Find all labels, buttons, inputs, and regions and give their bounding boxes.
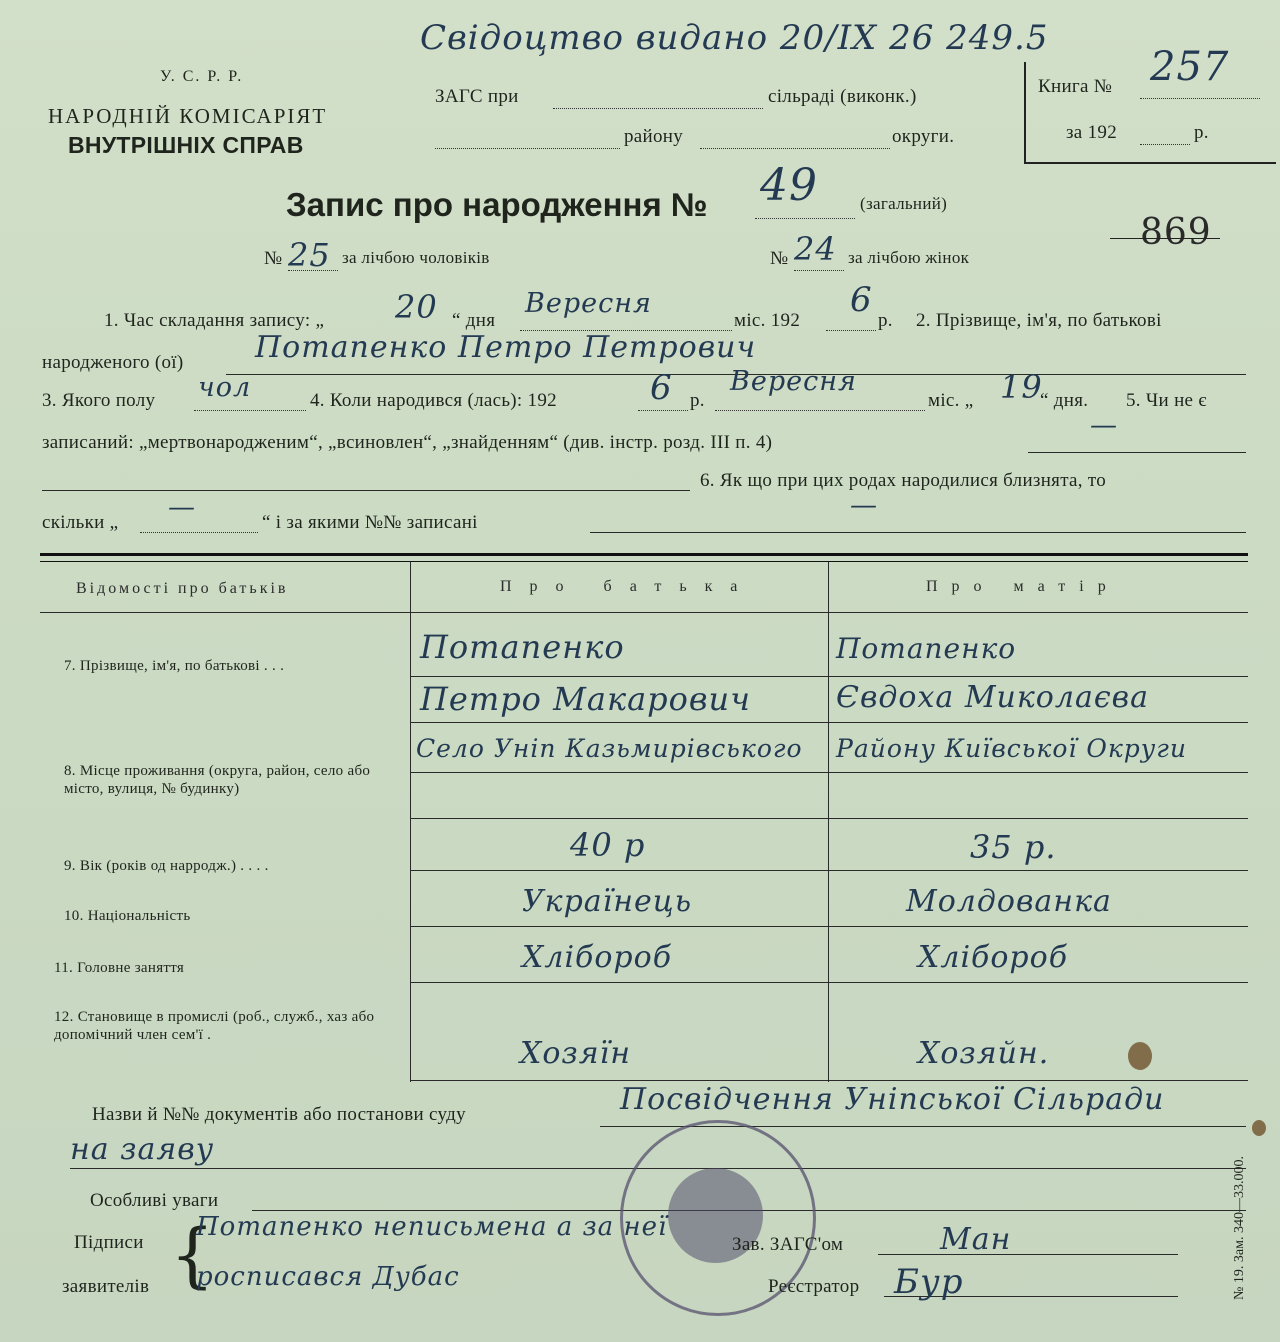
raion-label: району xyxy=(624,126,684,147)
mother-name: Євдоха Миколаєва xyxy=(836,680,1149,715)
department-label: ВНУТРІШНІХ СПРАВ xyxy=(68,132,304,158)
registrar-signature: Бур xyxy=(894,1262,964,1302)
f1-month-suffix: міс. 192 xyxy=(734,310,801,331)
father-residence: Село Уніп Казьмирівського xyxy=(416,734,803,763)
mother-residence: Району Київської Округи xyxy=(836,734,1187,763)
f2-value: Потапенко Петро Петрович xyxy=(255,330,757,365)
mother-surname: Потапенко xyxy=(836,632,1017,665)
signatures-label1: Підписи xyxy=(74,1232,144,1253)
row8-label: 8. Місце проживання (округа, район, село або місто, вулиця, № будинку) xyxy=(64,763,371,797)
f6-value2: — xyxy=(850,490,878,521)
f4-label: 4. Коли народився (лась): 192 xyxy=(310,390,557,411)
f3-value: чол xyxy=(198,372,252,403)
father-nationality: Українець xyxy=(522,884,693,919)
f6-label: 6. Як що при цих родах народилися близнята, то xyxy=(700,470,1107,491)
f1-month: Вересня xyxy=(525,288,652,319)
f5-label2: записаний: „мертвонародженим“, „всиновлен“, „знайденням“ (див. інстр. розд. III п. 4) xyxy=(42,432,773,453)
head-zags-label: Зав. ЗАГС'ом xyxy=(732,1234,844,1255)
f1-day-suffix: “ дня xyxy=(452,310,496,331)
applicant-signature-2: росписався Дубас xyxy=(196,1262,460,1292)
book-year-suffix: р. xyxy=(1194,122,1209,143)
f3-label: 3. Якого полу xyxy=(42,390,156,411)
okruga-label: округи. xyxy=(892,126,955,147)
row11-label: 11. Головне заняття xyxy=(54,960,185,976)
row12-label: 12. Становище в промислі (роб., служб., хаз або допомічний член сем'ї . xyxy=(54,1009,375,1043)
men-no-label: № xyxy=(264,248,283,269)
father-age: 40 р xyxy=(570,826,646,864)
men-count: 25 xyxy=(288,236,331,274)
father-occupation: Хлібороб xyxy=(522,940,673,975)
registrar-label: Реєстратор xyxy=(768,1276,860,1297)
head-zags-signature: Ман xyxy=(940,1222,1012,1257)
f4-day-suffix: “ дня. xyxy=(1040,390,1089,411)
f6-value: — xyxy=(168,492,196,523)
row9-label: 9. Вік (років од нарродж.) . . . . xyxy=(64,858,269,874)
f2-label: 2. Прізвище, ім'я, по батькові xyxy=(916,310,1162,331)
applicant-signature-1: Потапенко неписьмена а за неї xyxy=(196,1212,668,1242)
f4-year: 6 xyxy=(650,368,673,408)
f5-value: — xyxy=(1090,410,1118,441)
f6-label2a: скільки „ xyxy=(42,512,119,533)
book-label: Книга № xyxy=(1038,76,1113,97)
f1-label: 1. Час складання запису: „ xyxy=(104,310,325,331)
f1-year-suffix: р. xyxy=(878,310,893,331)
print-order-imprint: № 19. Зам. 340—33.000. xyxy=(1232,1156,1247,1300)
row7-label: 7. Прізвище, ім'я, по батькові . . . xyxy=(64,658,285,674)
brace-icon: { xyxy=(170,1214,215,1296)
top-handwritten-note: Свідоцтво видано 20/IX 26 249.5 xyxy=(420,18,1049,58)
f4-month: Вересня xyxy=(730,366,857,397)
f4-year-suffix: р. xyxy=(690,390,705,411)
table-header-mother: Про матір xyxy=(926,578,1120,595)
mother-age: 35 р. xyxy=(970,828,1057,866)
father-name: Петро Макарович xyxy=(420,680,752,718)
margin-number: 869 xyxy=(1140,212,1212,253)
zags-suffix: сільраді (виконк.) xyxy=(768,86,917,107)
f5-label: 5. Чи не є xyxy=(1126,390,1207,411)
f1-day: 20 xyxy=(395,288,438,326)
men-label: за лічбою чоловіків xyxy=(342,248,490,267)
row10-label: 10. Національність xyxy=(64,908,191,924)
women-no-label: № xyxy=(770,248,789,269)
record-title-suffix: (загальний) xyxy=(860,194,948,213)
mother-status: Хозяйн. xyxy=(918,1036,1050,1071)
mother-nationality: Молдованка xyxy=(906,884,1112,919)
f2-label2: народженого (ої) xyxy=(42,352,184,373)
father-status: Хозяїн xyxy=(520,1036,631,1071)
mother-occupation: Хлібороб xyxy=(918,940,1069,975)
documents-label: Назви й №№ документів або постанови суду xyxy=(92,1104,466,1125)
father-surname: Потапенко xyxy=(420,628,625,666)
documents-value2: на заяву xyxy=(70,1132,215,1167)
commissariat-label: НАРОДНІЙ КОМІСАРІЯТ xyxy=(48,104,328,128)
record-number: 49 xyxy=(760,160,818,211)
ink-stain xyxy=(1252,1120,1266,1136)
zags-prefix: ЗАГС при xyxy=(435,86,519,107)
f4-day: 19 xyxy=(1000,368,1043,406)
documents-value: Посвідчення Уніпської Сільради xyxy=(620,1082,1165,1117)
book-number: 257 xyxy=(1150,44,1230,90)
f4-month-suffix: міс. „ xyxy=(928,390,974,411)
remarks-label: Особливі уваги xyxy=(90,1190,219,1211)
ink-stain xyxy=(1128,1042,1152,1070)
women-label: за лічбою жінок xyxy=(848,248,970,267)
republic-label: У. С. Р. Р. xyxy=(160,68,244,85)
record-title: Запис про народження № xyxy=(286,186,708,223)
table-header-father: Про батька xyxy=(500,578,756,595)
women-count: 24 xyxy=(794,230,837,268)
signatures-label2: заявителів xyxy=(62,1276,150,1297)
f1-year: 6 xyxy=(850,280,873,320)
table-header-parents: Відомості про батьків xyxy=(76,580,289,597)
f6-label2b: “ і за якими №№ записані xyxy=(262,512,478,533)
book-year-prefix: за 192 xyxy=(1066,122,1117,143)
